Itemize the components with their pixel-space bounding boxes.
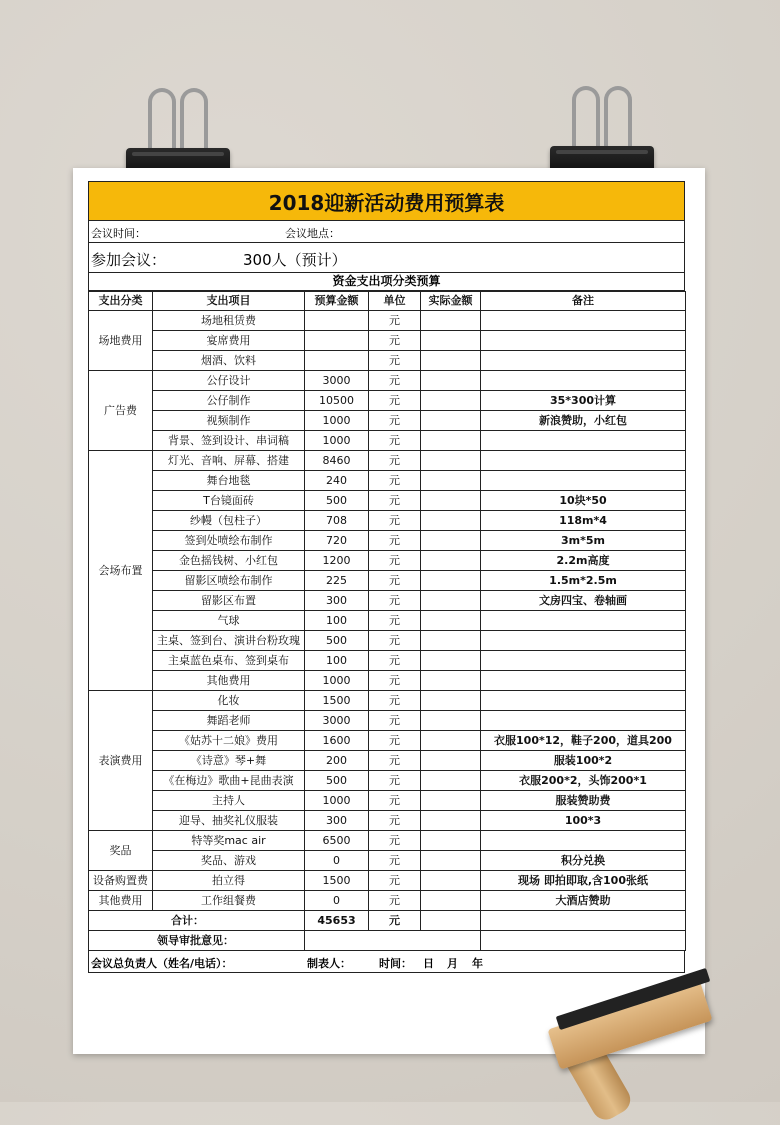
total-row <box>89 911 686 931</box>
note-cell: 积分兑换 <box>481 851 686 871</box>
actual-cell <box>421 691 481 711</box>
unit-cell: 元 <box>369 731 421 751</box>
table-row <box>89 431 686 451</box>
unit-cell: 元 <box>369 711 421 731</box>
approval-box <box>305 931 481 951</box>
table-row <box>89 851 686 871</box>
budget-cell: 10500 <box>305 391 369 411</box>
table-row <box>89 831 686 851</box>
note-cell <box>481 311 686 331</box>
budget-cell: 0 <box>305 851 369 871</box>
header-actual: 实际金额 <box>421 292 481 311</box>
meeting-time-label: 会议时间： <box>91 227 146 240</box>
actual-cell <box>421 391 481 411</box>
note-cell <box>481 671 686 691</box>
unit-cell: 元 <box>369 831 421 851</box>
total-unit: 元 <box>369 911 421 931</box>
actual-cell <box>421 831 481 851</box>
unit-cell: 元 <box>369 351 421 371</box>
item-cell: 留影区喷绘布制作 <box>153 571 305 591</box>
item-cell: 主持人 <box>153 791 305 811</box>
unit-cell: 元 <box>369 431 421 451</box>
unit-cell: 元 <box>369 871 421 891</box>
budget-cell: 708 <box>305 511 369 531</box>
actual-cell <box>421 711 481 731</box>
actual-cell <box>421 851 481 871</box>
table-row <box>89 331 686 351</box>
unit-cell: 元 <box>369 751 421 771</box>
meeting-place-label: 会议地点： <box>285 227 340 240</box>
section-title: 资金支出项分类预算 <box>88 273 685 291</box>
unit-cell: 元 <box>369 571 421 591</box>
note-cell <box>481 631 686 651</box>
approval-row <box>89 931 686 951</box>
note-cell: 服装100*2 <box>481 751 686 771</box>
budget-cell: 500 <box>305 491 369 511</box>
budget-table <box>88 291 686 951</box>
actual-cell <box>421 651 481 671</box>
budget-cell: 240 <box>305 471 369 491</box>
note-cell <box>481 331 686 351</box>
time-label: 时间： <box>379 957 412 970</box>
budget-cell: 500 <box>305 771 369 791</box>
actual-cell <box>421 751 481 771</box>
budget-cell: 1500 <box>305 871 369 891</box>
budget-cell: 1000 <box>305 791 369 811</box>
item-cell: 气球 <box>153 611 305 631</box>
item-cell: 《在梅边》歌曲+昆曲表演 <box>153 771 305 791</box>
note-cell <box>481 371 686 391</box>
actual-cell <box>421 451 481 471</box>
actual-cell <box>421 591 481 611</box>
actual-cell <box>421 431 481 451</box>
table-header-row <box>89 292 686 311</box>
actual-cell <box>421 331 481 351</box>
table-row <box>89 891 686 911</box>
actual-cell <box>421 351 481 371</box>
note-cell <box>481 691 686 711</box>
budget-cell: 0 <box>305 891 369 911</box>
actual-cell <box>421 531 481 551</box>
budget-cell: 3000 <box>305 711 369 731</box>
note-cell: 10块*50 <box>481 491 686 511</box>
budget-cell: 100 <box>305 651 369 671</box>
item-cell: 主桌蓝色桌布、签到桌布 <box>153 651 305 671</box>
budget-cell <box>305 351 369 371</box>
item-cell: 金色摇钱树、小红包 <box>153 551 305 571</box>
unit-cell: 元 <box>369 651 421 671</box>
item-cell: T台镜面砖 <box>153 491 305 511</box>
form-title: 2018迎新活动费用预算表 <box>88 181 685 221</box>
header-budget: 预算金额 <box>305 292 369 311</box>
table-row <box>89 491 686 511</box>
actual-cell <box>421 611 481 631</box>
note-cell: 35*300计算 <box>481 391 686 411</box>
unit-cell: 元 <box>369 451 421 471</box>
category-cell: 其他费用 <box>89 891 153 911</box>
unit-cell: 元 <box>369 671 421 691</box>
budget-cell: 1000 <box>305 431 369 451</box>
attend-row <box>88 243 685 273</box>
unit-cell: 元 <box>369 771 421 791</box>
actual-cell <box>421 771 481 791</box>
note-cell: 新浪赞助，小红包 <box>481 411 686 431</box>
category-cell: 奖品 <box>89 831 153 871</box>
table-row <box>89 731 686 751</box>
item-cell: 拍立得 <box>153 871 305 891</box>
item-cell: 主桌、签到台、演讲台粉玫瑰 <box>153 631 305 651</box>
item-cell: 《诗意》琴+舞 <box>153 751 305 771</box>
unit-cell: 元 <box>369 511 421 531</box>
category-cell: 设备购置费 <box>89 871 153 891</box>
budget-form <box>88 181 685 973</box>
item-cell: 纱幔（包柱子） <box>153 511 305 531</box>
table-row <box>89 631 686 651</box>
budget-cell: 6500 <box>305 831 369 851</box>
item-cell: 视频制作 <box>153 411 305 431</box>
table-row <box>89 751 686 771</box>
total-actual <box>421 911 481 931</box>
note-cell <box>481 651 686 671</box>
unit-cell: 元 <box>369 311 421 331</box>
actual-cell <box>421 411 481 431</box>
item-cell: 烟酒、饮料 <box>153 351 305 371</box>
table-row <box>89 591 686 611</box>
note-cell <box>481 711 686 731</box>
actual-cell <box>421 731 481 751</box>
maker-label: 制表人： <box>307 957 351 970</box>
budget-cell: 3000 <box>305 371 369 391</box>
budget-cell: 300 <box>305 811 369 831</box>
item-cell: 舞台地毯 <box>153 471 305 491</box>
note-cell: 大酒店赞助 <box>481 891 686 911</box>
note-cell: 服装赞助费 <box>481 791 686 811</box>
actual-cell <box>421 371 481 391</box>
item-cell: 工作组餐费 <box>153 891 305 911</box>
table-row <box>89 551 686 571</box>
table-row <box>89 771 686 791</box>
item-cell: 其他费用 <box>153 671 305 691</box>
note-cell: 文房四宝、卷轴画 <box>481 591 686 611</box>
unit-cell: 元 <box>369 691 421 711</box>
note-cell <box>481 431 686 451</box>
item-cell: 奖品、游戏 <box>153 851 305 871</box>
note-cell: 2.2m高度 <box>481 551 686 571</box>
table-row <box>89 531 686 551</box>
unit-cell: 元 <box>369 851 421 871</box>
note-cell: 现场 即拍即取,含100张纸 <box>481 871 686 891</box>
unit-cell: 元 <box>369 551 421 571</box>
table-row <box>89 311 686 331</box>
budget-cell <box>305 331 369 351</box>
budget-cell: 720 <box>305 531 369 551</box>
budget-cell: 500 <box>305 631 369 651</box>
category-cell: 广告费 <box>89 371 153 451</box>
item-cell: 留影区布置 <box>153 591 305 611</box>
actual-cell <box>421 891 481 911</box>
budget-cell: 1000 <box>305 671 369 691</box>
header-item: 支出项目 <box>153 292 305 311</box>
unit-cell: 元 <box>369 611 421 631</box>
budget-cell: 225 <box>305 571 369 591</box>
unit-cell: 元 <box>369 491 421 511</box>
unit-cell: 元 <box>369 371 421 391</box>
item-cell: 舞蹈老师 <box>153 711 305 731</box>
day-label: 日 <box>423 957 434 970</box>
item-cell: 公仔设计 <box>153 371 305 391</box>
table-row <box>89 791 686 811</box>
unit-cell: 元 <box>369 471 421 491</box>
approval-extra <box>481 931 686 951</box>
unit-cell: 元 <box>369 331 421 351</box>
unit-cell: 元 <box>369 391 421 411</box>
category-cell: 会场布置 <box>89 451 153 691</box>
note-cell <box>481 831 686 851</box>
unit-cell: 元 <box>369 631 421 651</box>
actual-cell <box>421 311 481 331</box>
actual-cell <box>421 491 481 511</box>
category-cell: 场地费用 <box>89 311 153 371</box>
footer-row <box>88 951 685 973</box>
actual-cell <box>421 631 481 651</box>
table-row <box>89 411 686 431</box>
responsible-label: 会议总负责人（姓名/电话）： <box>91 957 233 970</box>
item-cell: 宴席费用 <box>153 331 305 351</box>
note-cell: 100*3 <box>481 811 686 831</box>
note-cell <box>481 451 686 471</box>
actual-cell <box>421 671 481 691</box>
item-cell: 签到处喷绘布制作 <box>153 531 305 551</box>
table-row <box>89 811 686 831</box>
unit-cell: 元 <box>369 411 421 431</box>
note-cell: 衣服200*2，头饰200*1 <box>481 771 686 791</box>
note-cell: 3m*5m <box>481 531 686 551</box>
item-cell: 背景、签到设计、串词稿 <box>153 431 305 451</box>
budget-cell: 100 <box>305 611 369 631</box>
unit-cell: 元 <box>369 531 421 551</box>
year-label: 年 <box>472 957 483 970</box>
budget-cell: 300 <box>305 591 369 611</box>
item-cell: 迎导、抽奖礼仪服装 <box>153 811 305 831</box>
table-row <box>89 871 686 891</box>
budget-cell: 1000 <box>305 411 369 431</box>
item-cell: 特等奖mac air <box>153 831 305 851</box>
item-cell: 公仔制作 <box>153 391 305 411</box>
table-row <box>89 451 686 471</box>
item-cell: 《姑苏十二娘》费用 <box>153 731 305 751</box>
table-row <box>89 471 686 491</box>
table-row <box>89 711 686 731</box>
item-cell: 场地租赁费 <box>153 311 305 331</box>
approval-label: 领导审批意见： <box>89 931 305 951</box>
table-row <box>89 651 686 671</box>
item-cell: 化妆 <box>153 691 305 711</box>
actual-cell <box>421 791 481 811</box>
header-category: 支出分类 <box>89 292 153 311</box>
total-note <box>481 911 686 931</box>
budget-body <box>89 311 686 911</box>
month-label: 月 <box>447 957 458 970</box>
budget-cell: 1500 <box>305 691 369 711</box>
total-amount: 45653 <box>305 911 369 931</box>
table-row <box>89 391 686 411</box>
attend-value: 300人（预计） <box>243 251 347 269</box>
actual-cell <box>421 571 481 591</box>
attend-label: 参加会议： <box>91 251 167 269</box>
table-row <box>89 571 686 591</box>
table-row <box>89 351 686 371</box>
unit-cell: 元 <box>369 811 421 831</box>
meeting-info-row <box>88 221 685 243</box>
item-cell: 灯光、音响、屏幕、搭建 <box>153 451 305 471</box>
note-cell: 衣服100*12，鞋子200，道具200 <box>481 731 686 751</box>
rubber-stamp <box>540 980 740 1102</box>
table-row <box>89 611 686 631</box>
budget-cell: 200 <box>305 751 369 771</box>
actual-cell <box>421 811 481 831</box>
table-row <box>89 691 686 711</box>
note-cell: 1.5m*2.5m <box>481 571 686 591</box>
note-cell <box>481 611 686 631</box>
total-label: 合计： <box>89 911 305 931</box>
unit-cell: 元 <box>369 591 421 611</box>
unit-cell: 元 <box>369 891 421 911</box>
actual-cell <box>421 551 481 571</box>
budget-cell: 8460 <box>305 451 369 471</box>
table-row <box>89 671 686 691</box>
note-cell: 118m*4 <box>481 511 686 531</box>
actual-cell <box>421 511 481 531</box>
budget-cell <box>305 311 369 331</box>
header-note: 备注 <box>481 292 686 311</box>
actual-cell <box>421 871 481 891</box>
note-cell <box>481 471 686 491</box>
category-cell: 表演费用 <box>89 691 153 831</box>
table-row <box>89 371 686 391</box>
table-row <box>89 511 686 531</box>
actual-cell <box>421 471 481 491</box>
budget-cell: 1600 <box>305 731 369 751</box>
budget-cell: 1200 <box>305 551 369 571</box>
header-unit: 单位 <box>369 292 421 311</box>
note-cell <box>481 351 686 371</box>
unit-cell: 元 <box>369 791 421 811</box>
